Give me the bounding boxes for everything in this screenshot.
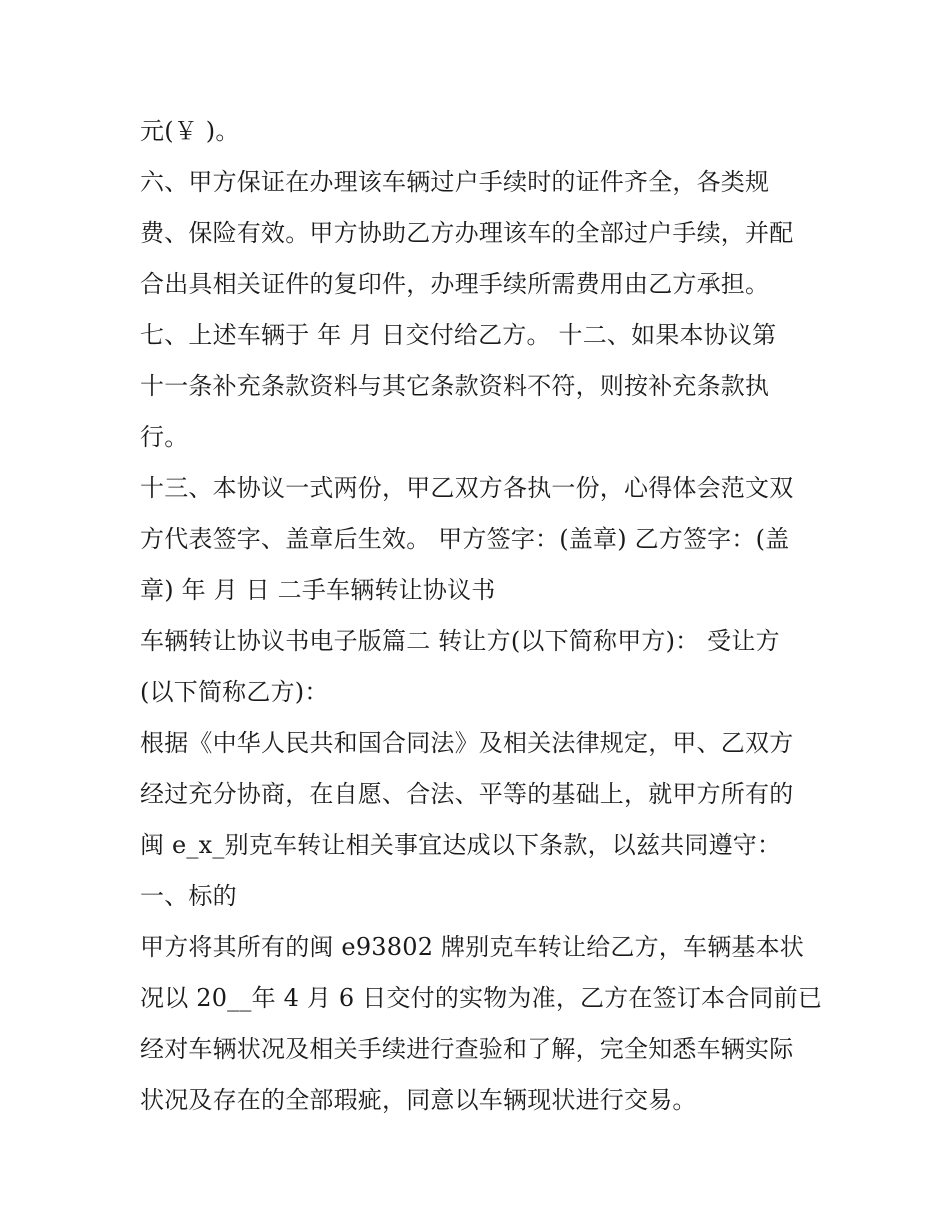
text-line: 车辆转让协议书电子版篇二 转让方(以下简称甲方)： 受让方 (140, 627, 780, 655)
text-line: 六、甲方保证在办理该车辆过户手续时的证件齐全，各类规 (140, 168, 770, 196)
text-line: 元(￥ )。 (140, 117, 240, 145)
text-line: 一、标的 (140, 882, 237, 910)
text-line: 七、上述车辆于 年 月 日交付给乙方。 十二、如果本协议第 (140, 321, 777, 349)
text-line: (以下简称乙方)： (140, 678, 329, 706)
text-line: 十三、本协议一式两份，甲乙双方各执一份，心得体会范文双 (140, 474, 794, 502)
text-line: 经过充分协商，在自愿、合法、平等的基础上，就甲方所有的 (140, 780, 794, 808)
text-line: 合出具相关证件的复印件，办理手续所需费用由乙方承担。 (140, 270, 770, 298)
text-line: 经对车辆状况及相关手续进行查验和了解，完全知悉车辆实际 (140, 1035, 794, 1063)
text-line: 章) 年 月 日 二手车辆转让协议书 (140, 576, 496, 604)
text-line: 甲方将其所有的闽 e93802 牌别克车转让给乙方，车辆基本状 (140, 933, 805, 961)
text-line: 方代表签字、盖章后生效。 甲方签字：(盖章) 乙方签字：(盖 (140, 525, 790, 553)
text-line: 十一条补充条款资料与其它条款资料不符，则按补充条款执 (140, 372, 770, 400)
text-line: 状况及存在的全部瑕疵，同意以车辆现状进行交易。 (140, 1086, 697, 1114)
text-line: 行。 (140, 423, 189, 451)
text-line: 况以 20__年 4 月 6 日交付的实物为准，乙方在签订本合同前已 (140, 984, 823, 1012)
document-body (140, 106, 823, 1126)
text-line: 闽 e_x_别克车转让相关事宜达成以下条款，以兹共同遵守： (140, 831, 782, 859)
text-line: 根据《中华人民共和国合同法》及相关法律规定，甲、乙双方 (140, 729, 794, 757)
text-line: 费、保险有效。甲方协助乙方办理该车的全部过户手续，并配 (140, 219, 794, 247)
